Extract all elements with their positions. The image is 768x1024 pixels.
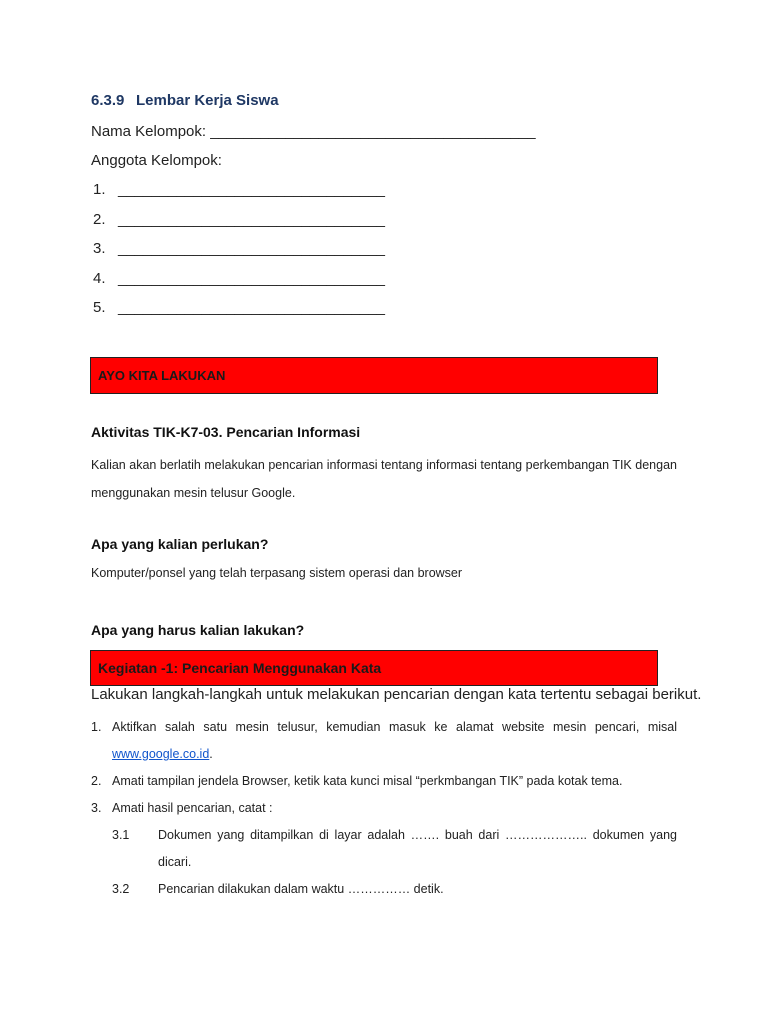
group-name-field: Nama Kelompok: _______________________________________ <box>91 123 536 140</box>
member-blank: ________________________________ <box>118 181 385 198</box>
activity-title: Aktivitas TIK-K7-03. Pencarian Informasi <box>91 424 361 440</box>
banner-ayo-kita-lakukan: AYO KITA LAKUKAN <box>90 357 658 394</box>
step-text: Amati hasil pencarian, catat : <box>112 801 273 815</box>
needs-text: Komputer/ponsel yang telah terpasang sistem operasi dan browser <box>91 566 463 580</box>
substep-number: 3.2 <box>112 882 130 896</box>
step-3 <box>91 795 677 822</box>
member-line-2 <box>93 211 385 241</box>
member-blank: ________________________________ <box>118 269 385 287</box>
section-title: Lembar Kerja Siswa <box>136 92 279 109</box>
steps-intro: Lakukan langkah-langkah untuk melakukan pencarian dengan kata tertentu sebagai berikut. <box>91 686 702 703</box>
step-3-2 <box>91 876 677 903</box>
member-list <box>93 181 385 329</box>
activity-description: Kalian akan berlatih melakukan pencarian informasi tentang informasi tentang perkembangan TIK dengan menggunakan mesin telusur Google. <box>91 458 677 500</box>
step-number: 3. <box>91 801 102 815</box>
member-blank: ________________________________ <box>118 299 385 316</box>
step-1 <box>91 714 677 768</box>
member-number: 4. <box>93 269 106 287</box>
member-blank: ________________________________ <box>118 210 385 228</box>
step-text: Amati tampilan jendela Browser, ketik kata kunci misal “perkmbangan TIK” pada kotak tema. <box>112 774 623 788</box>
step-number: 1. <box>91 720 102 734</box>
substep-number: 3.1 <box>112 828 130 842</box>
needs-title: Apa yang kalian perlukan? <box>91 536 269 552</box>
substep-text: Pencarian dilakukan dalam waktu …………… detik. <box>158 882 444 896</box>
section-heading <box>91 92 279 109</box>
member-line-5 <box>93 299 385 329</box>
member-blank: ________________________________ <box>118 240 385 257</box>
member-number: 1. <box>93 181 106 198</box>
substep-text: Dokumen yang ditampilkan di layar adalah ……. buah dari ……………….. dokumen yang dicari. <box>158 828 677 869</box>
member-line-1 <box>93 181 385 211</box>
google-link[interactable]: www.google.co.id <box>112 747 210 761</box>
step-punct: . <box>209 747 213 761</box>
member-number: 5. <box>93 299 106 316</box>
member-number: 2. <box>93 210 106 228</box>
todo-title: Apa yang harus kalian lakukan? <box>91 622 305 638</box>
member-line-3 <box>93 240 385 270</box>
section-number: 6.3.9 <box>91 92 125 109</box>
steps-list <box>91 714 677 903</box>
member-number: 3. <box>93 240 106 257</box>
step-2 <box>91 768 677 795</box>
step-text: Aktifkan salah satu mesin telusur, kemudian masuk ke alamat website mesin pencari, misal <box>112 720 677 734</box>
step-number: 2. <box>91 774 102 788</box>
member-line-4 <box>93 270 385 300</box>
banner-kegiatan-1: Kegiatan -1: Pencarian Menggunakan Kata <box>90 650 658 686</box>
group-members-label: Anggota Kelompok: <box>91 152 222 169</box>
step-3-1 <box>91 822 677 876</box>
